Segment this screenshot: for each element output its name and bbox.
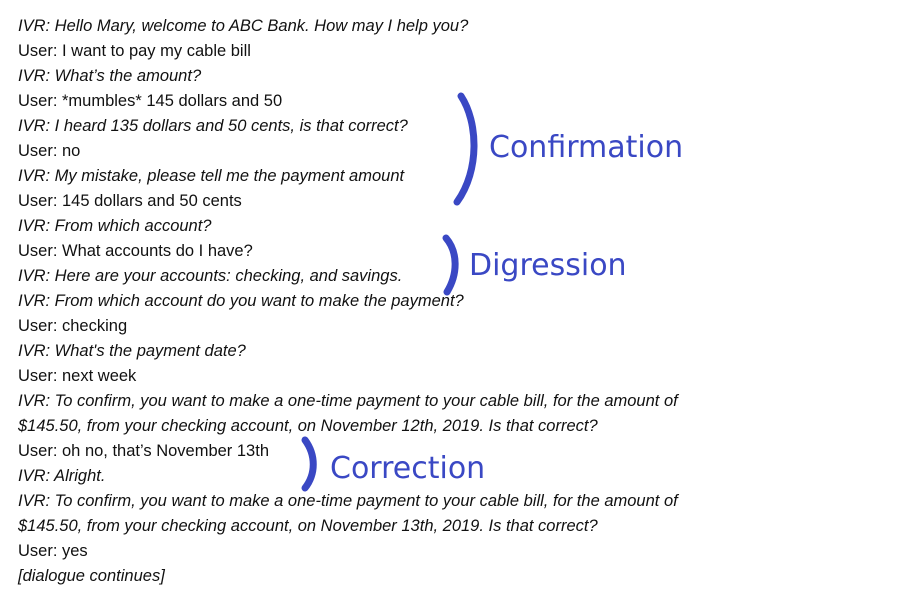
user-line: User: What accounts do I have?	[18, 242, 253, 260]
user-line: User: checking	[18, 317, 128, 335]
correction-label: Correction	[330, 451, 486, 486]
ivr-line: $145.50, from your checking account, on November 12th, 2019. Is that correct?	[18, 417, 598, 435]
user-line: User: no	[18, 142, 81, 160]
confirmation-label: Confirmation	[489, 130, 684, 165]
ivr-line: IVR: To confirm, you want to make a one-time payment to your cable bill, for the amount of	[18, 392, 678, 410]
ivr-line: IVR: I heard 135 dollars and 50 cents, is that correct?	[18, 117, 408, 135]
ivr-line: $145.50, from your checking account, on November 13th, 2019. Is that correct?	[18, 517, 598, 535]
user-line: User: yes	[18, 542, 88, 560]
ivr-line: IVR: From which account do you want to make the payment?	[18, 292, 464, 310]
user-line: User: I want to pay my cable bill	[18, 42, 251, 60]
ivr-line: IVR: Alright.	[18, 467, 106, 485]
ivr-line: IVR: What’s the amount?	[18, 67, 202, 85]
dialogue-transcript	[18, 14, 878, 589]
ivr-line: IVR: What's the payment date?	[18, 342, 246, 360]
user-line: User: 145 dollars and 50 cents	[18, 192, 242, 210]
user-line: User: *mumbles* 145 dollars and 50	[18, 92, 283, 110]
ivr-line: IVR: My mistake, please tell me the payment amount	[18, 167, 405, 185]
user-line: User: oh no, that’s November 13th	[18, 442, 269, 460]
ivr-line: IVR: From which account?	[18, 217, 212, 235]
ivr-line: IVR: To confirm, you want to make a one-time payment to your cable bill, for the amount of	[18, 492, 678, 510]
user-line: User: next week	[18, 367, 137, 385]
ivr-line: IVR: Here are your accounts: checking, and savings.	[18, 267, 403, 285]
ivr-line: [dialogue continues]	[18, 567, 165, 585]
digression-label: Digression	[469, 248, 627, 283]
ivr-line: IVR: Hello Mary, welcome to ABC Bank. How may I help you?	[18, 17, 469, 35]
